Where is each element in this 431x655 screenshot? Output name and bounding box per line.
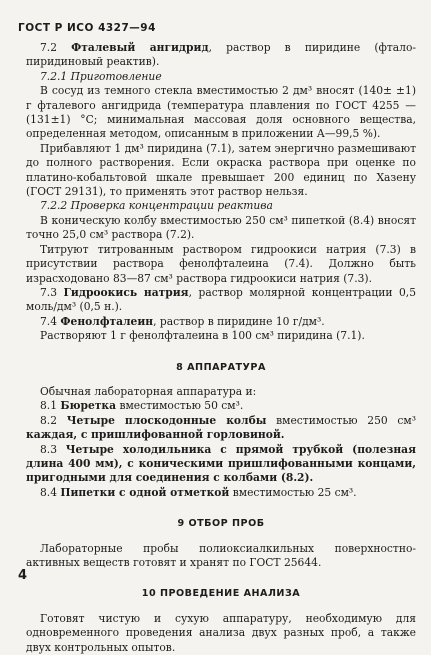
clause-number: 7.2 [40, 41, 57, 54]
paragraph: В сосуд из темного стекла вместимостью 2 дм³ вносят (140± ±1) г фталевого ангидрида (температура плавления по ГОСТ 4255 — (131±1) °С; минимальная массовая доля основного вещества, определенная методом, описанным в приложении А—99,5 %). [26, 84, 416, 141]
paragraph: В коническую колбу вместимостью 250 см³ пипеткой (8.4) вносят точно 25,0 см³ раствора (7.2). [26, 213, 416, 242]
section-heading: 8 АППАРАТУРА [176, 361, 266, 373]
paragraph: Прибавляют 1 дм³ пиридина (7.1), затем энергично размешивают до полного растворения. Если окраска раствора при оценке по платино-кобальтовой шкале превышает 200 единиц по Хазену (ГОСТ 29131), то применять этот раствор нельзя. [26, 141, 416, 199]
paragraph: Растворяют 1 г фенолфталеина в 100 см³ пиридина (7.1). [40, 329, 365, 343]
paragraph: Лабораторные пробы полиоксиалкильных поверхностно-активных веществ готовят и хранят по ГОСТ 25644. [26, 541, 416, 569]
clause-8-4: 8.4 Пипетки с одной отметкой вместимостью 25 см³. [40, 485, 357, 499]
clause-8-1: 8.1 Бюретка вместимостью 50 см³. [40, 399, 244, 413]
paragraph: Обычная лабораторная аппаратура и: [40, 384, 257, 398]
page-number: 4 [18, 568, 28, 583]
paragraph: Готовят чистую и сухую аппаратуру, необходимую для одновременного проведения анализа двух разных проб, а также двух контрольных опытов. [26, 611, 416, 654]
section-heading: 10 ПРОВЕДЕНИЕ АНАЛИЗА [141, 588, 301, 600]
paragraph: Титруют титрованным раствором гидроокиси натрия (7.3) в присутствии раствора фенолфталеина (7.4). Должно быть израсходовано 83—87 см³ раствора гидроокиси натрия (7.3). [26, 242, 416, 285]
clause-7-3: 7.3 Гидроокись натрия, раствор молярной концентрации 0,5 моль/дм³ (0,5 н.). [26, 285, 416, 314]
document-body [26, 41, 416, 655]
clause-7-2 [26, 41, 416, 70]
clause-text: , раствор в пиридине (фтало-пиридиновый реактив). [26, 41, 416, 69]
running-header: ГОСТ Р ИСО 4327—94 [18, 22, 156, 34]
clause-term: Фталевый ангидрид [71, 41, 209, 54]
subclause-heading: 7.2.2 Проверка концентрации реактива [40, 199, 273, 213]
subclause-heading: 7.2.1 Приготовление [40, 69, 162, 83]
clause-8-2: 8.2 Четыре плоскодонные колбы вместимостью 250 см³ каждая, с пришлифованной горловиной. [26, 413, 416, 442]
clause-8-3: 8.3 Четыре холодильника с прямой трубкой (полезная длина 400 мм), с коническими пришлифованными концами, пригодными для соединения с колбами (8.2). [26, 442, 416, 485]
section-heading: 9 ОТБОР ПРОБ [177, 518, 265, 530]
clause-7-4: 7.4 Фенолфталеин, раствор в пиридине 10 г/дм³. [40, 314, 325, 328]
